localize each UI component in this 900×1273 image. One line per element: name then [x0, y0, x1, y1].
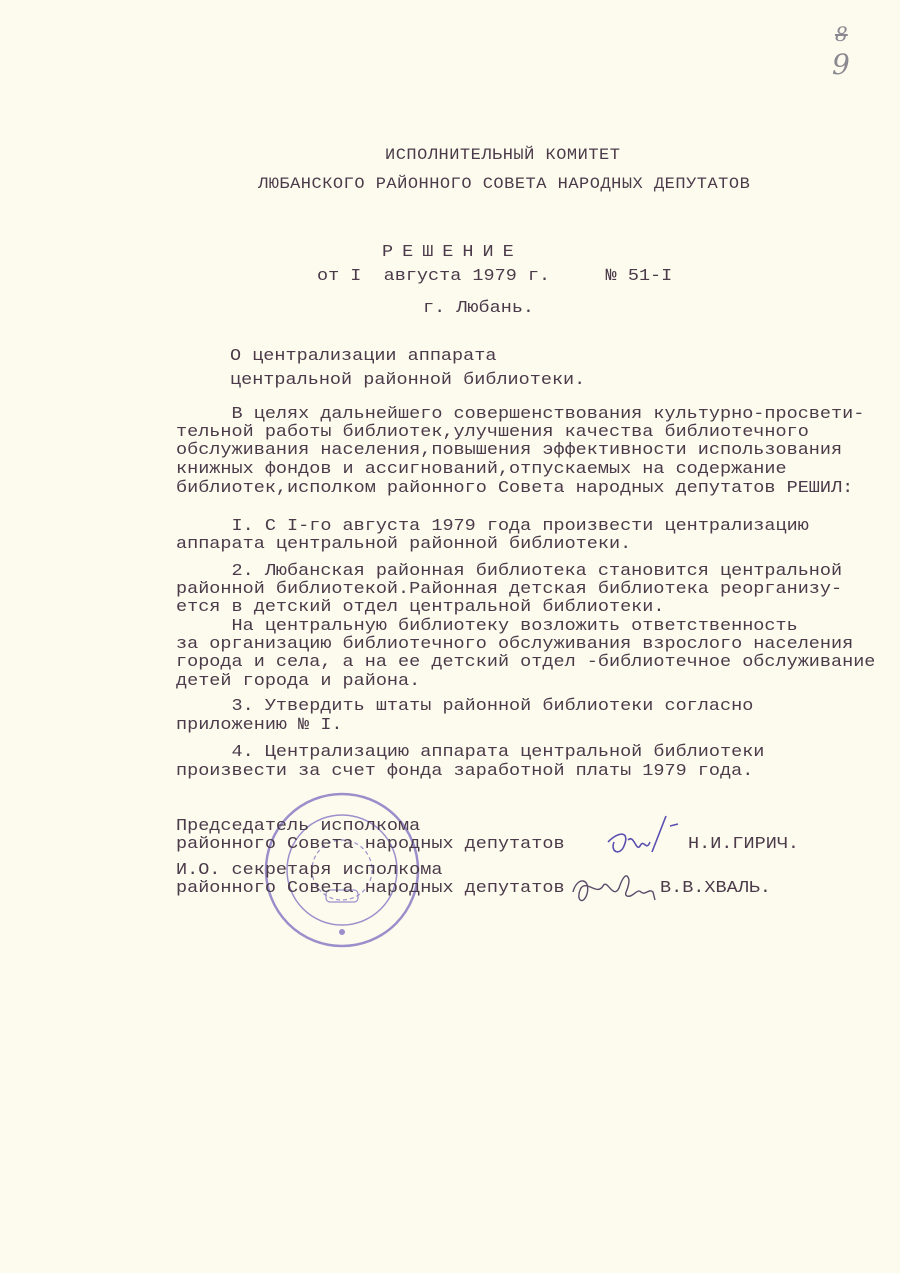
- point-4-line: 4. Централизацию аппарата центральной библиотеки: [176, 742, 765, 762]
- point-3-line: 3. Утвердить штаты районной библиотеки согласно: [176, 696, 754, 716]
- header-line-2: ЛЮБАНСКОГО РАЙОННОГО СОВЕТА НАРОДНЫХ ДЕПУТАТОВ: [258, 176, 751, 194]
- point-4-line: произвести за счет фонда заработной платы 1979 года.: [176, 761, 754, 781]
- point-2-line: На центральную библиотеку возложить ответственность: [176, 616, 798, 636]
- chair-title-line: районного Совета народных депутатов: [176, 834, 565, 854]
- preamble-line: книжных фондов и ассигнований,отпускаемых на содержание: [176, 459, 787, 479]
- decision-title: РЕШЕНИЕ: [382, 242, 523, 262]
- subject-line: центральной районной библиотеки.: [230, 370, 586, 390]
- point-2-line: 2. Любанская районная библиотека становится центральной: [176, 561, 843, 581]
- corner-crossed-number: 8: [835, 22, 848, 46]
- header-line-1: ИСПОЛНИТЕЛЬНЫЙ КОМИТЕТ: [385, 147, 621, 165]
- secretary-title-line: районного Совета народных депутатов: [176, 878, 565, 898]
- point-2-line: ется в детский отдел центральной библиотеки.: [176, 597, 665, 617]
- decision-date-number: от I августа 1979 г. № 51-I: [317, 266, 673, 286]
- chair-title-line: Председатель исполкома: [176, 816, 421, 836]
- preamble-line: тельной работы библиотек,улучшения качества библиотечного: [176, 422, 809, 442]
- decision-place: г. Любань.: [423, 298, 535, 318]
- point-3-line: приложению № I.: [176, 715, 343, 735]
- chair-name: Н.И.ГИРИЧ.: [688, 834, 800, 854]
- preamble-line: В целях дальнейшего совершенствования культурно-просвети-: [176, 404, 865, 424]
- subject-line: О централизации аппарата: [230, 346, 497, 366]
- point-2-line: за организацию библиотечного обслуживания взрослого населения: [176, 634, 854, 654]
- point-1-line: I. С I-го августа 1979 года произвести централизацию: [176, 516, 809, 536]
- secretary-name: В.В.ХВАЛЬ.: [660, 878, 772, 898]
- point-1-line: аппарата центральной районной библиотеки.: [176, 534, 632, 554]
- page-number: 9: [832, 48, 850, 81]
- point-2-line: детей города и района.: [176, 671, 421, 691]
- preamble-line: обслуживания населения,повышения эффективности использования: [176, 440, 843, 460]
- chair-signature: [600, 812, 680, 872]
- point-2-line: районной библиотекой.Районная детская библиотека реорганизу-: [176, 579, 843, 599]
- secretary-title-line: И.О. секретаря исполкома: [176, 860, 443, 880]
- preamble-line: библиотек,исполком районного Совета народных депутатов РЕШИЛ:: [176, 478, 854, 498]
- secretary-signature: [567, 866, 667, 916]
- point-2-line: города и села, а на ее детский отдел -библиотечное обслуживание: [176, 652, 876, 672]
